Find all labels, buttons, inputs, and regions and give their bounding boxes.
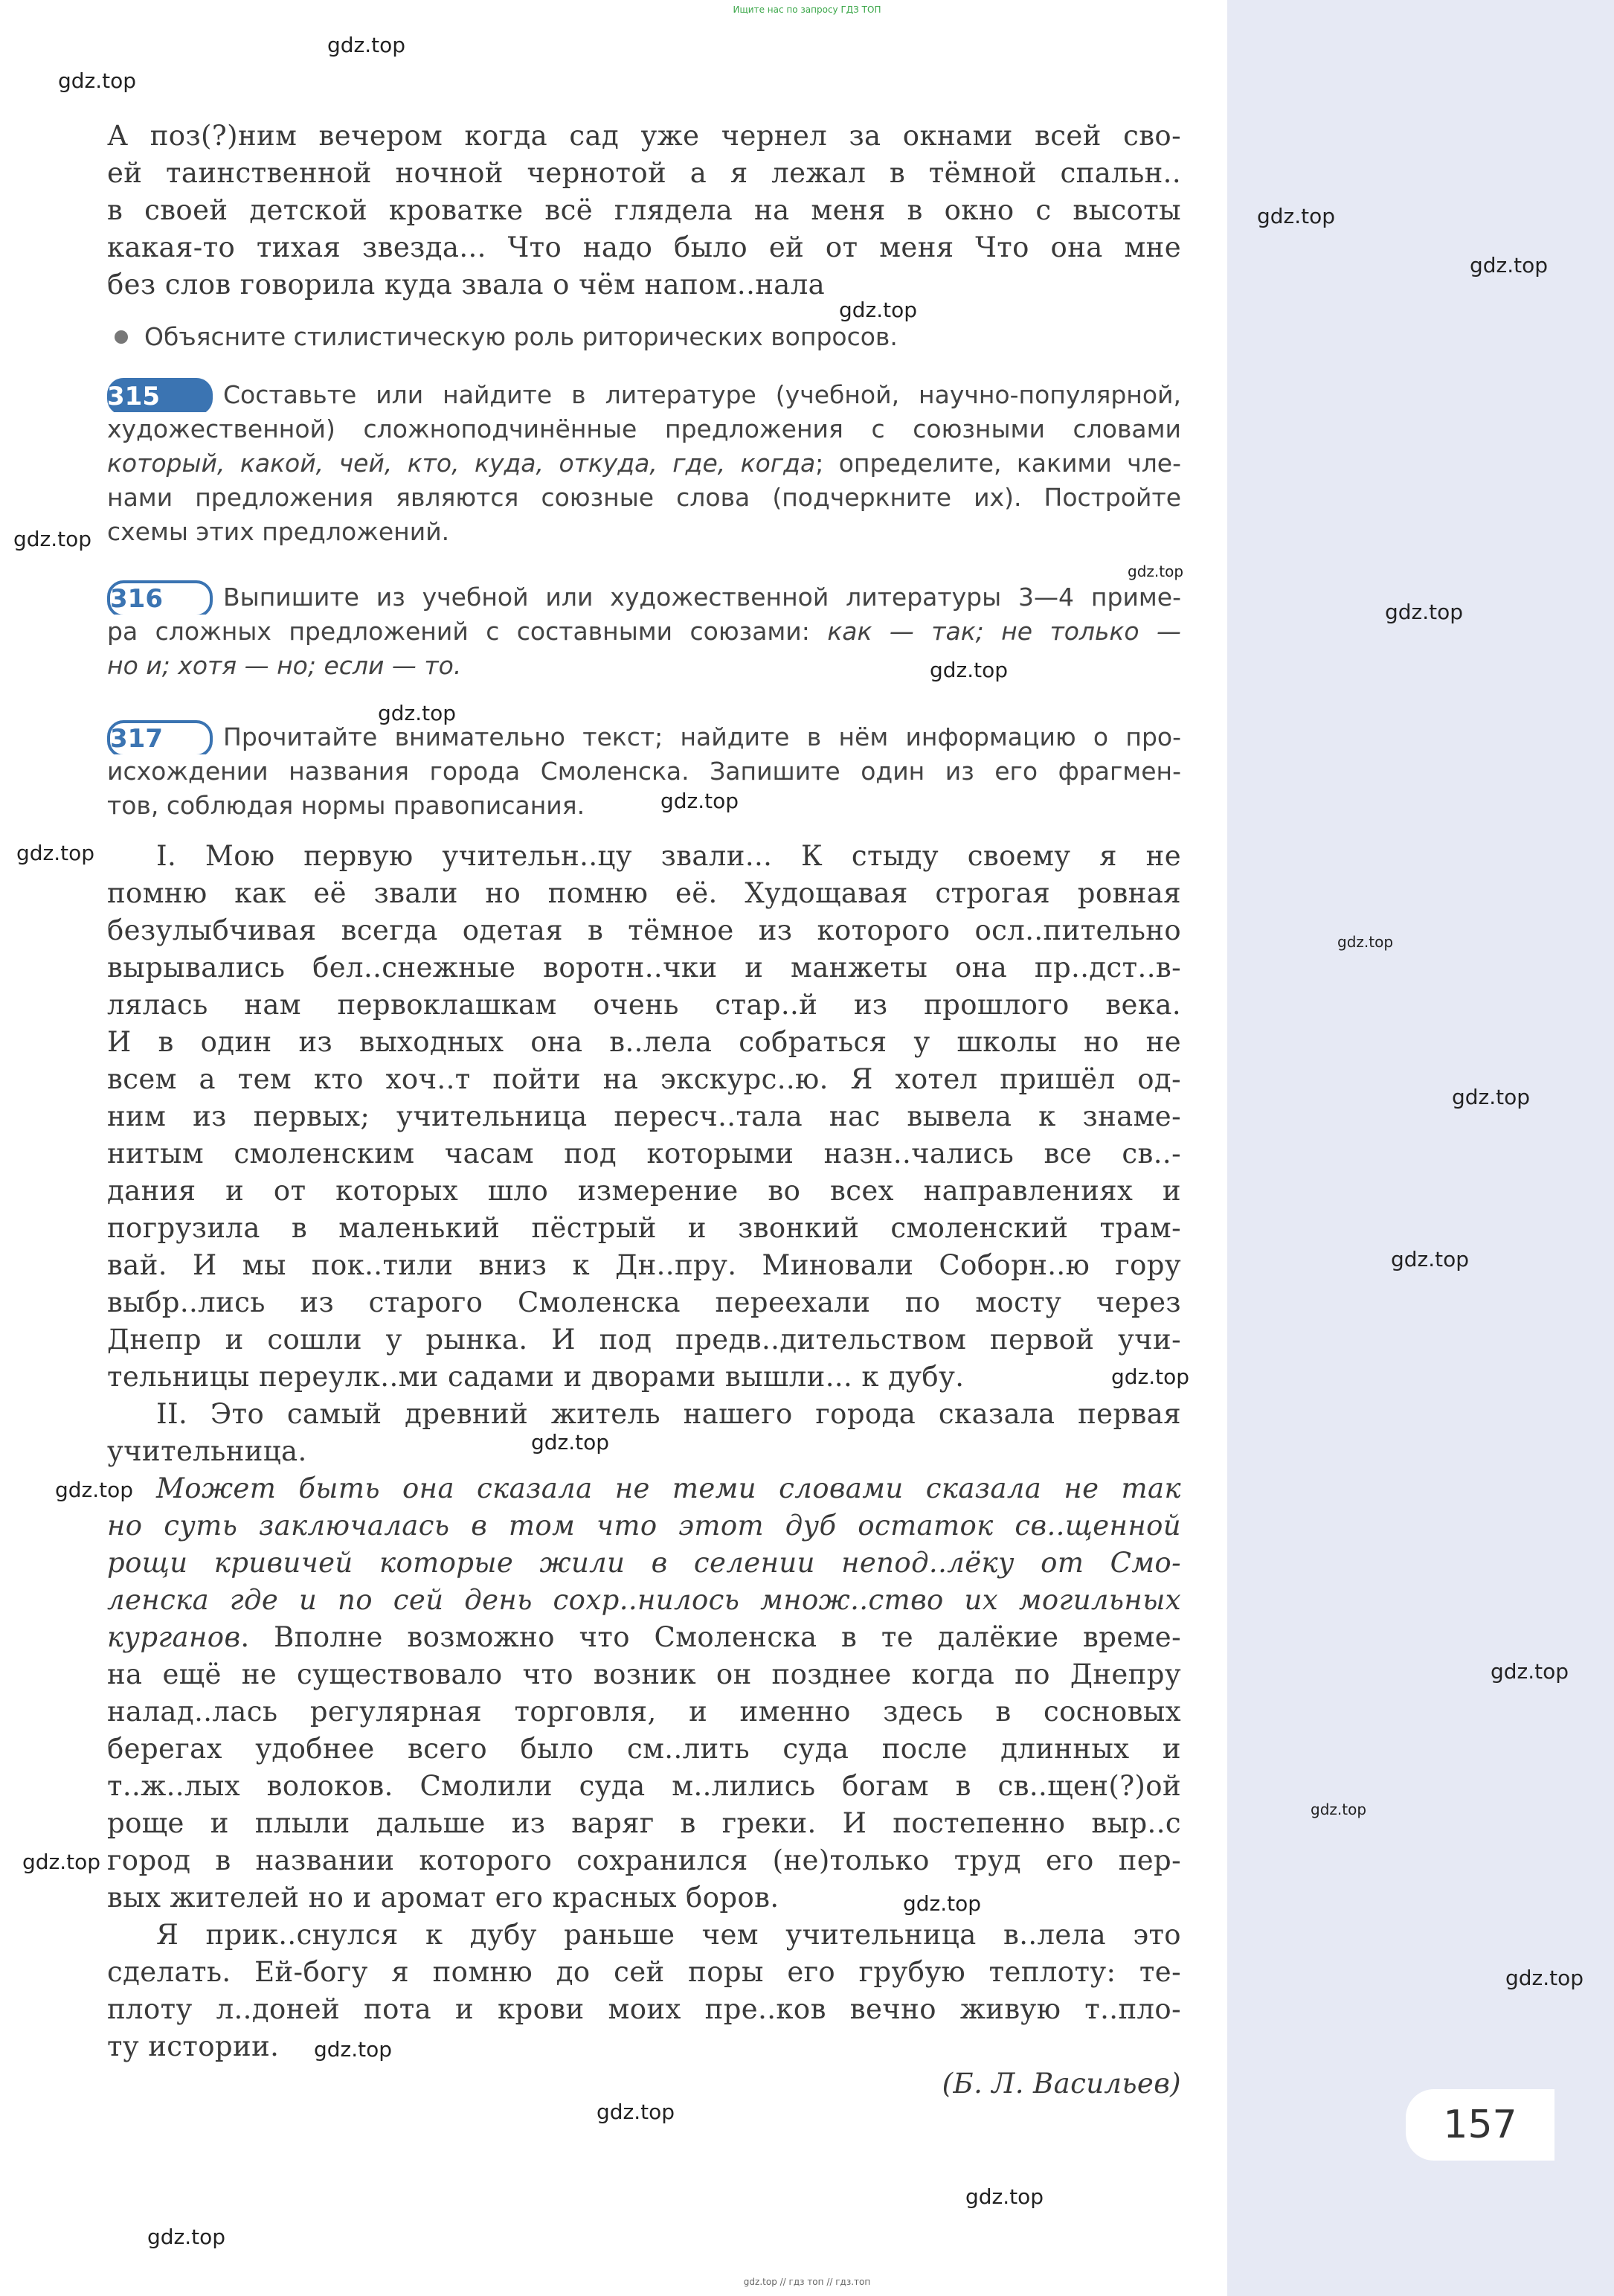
text-line: выбр..лись из старого Смоленска переехали по мосту через xyxy=(107,1286,1181,1318)
text-line: без слов говорила куда звала о чём напом..нала xyxy=(107,269,826,301)
text-italic: курганов xyxy=(107,1621,241,1653)
text-line: I. Мою первую учительн..цу звали... К стыду своему я не xyxy=(156,840,1181,872)
watermark: gdz.top xyxy=(1311,1800,1367,1818)
text-line: погрузила в маленький пёстрый и звонкий смоленский трам- xyxy=(107,1212,1181,1244)
bullet-task-text: Объясните стилистическую роль риторических вопросов. xyxy=(144,322,898,351)
watermark: gdz.top xyxy=(1470,253,1549,278)
bullet-icon xyxy=(115,330,128,344)
page-number: 157 xyxy=(1406,2089,1554,2161)
watermark: gdz.top xyxy=(1257,204,1336,228)
text-line-italic: но суть заключалась в том что этот дуб остаток св..щенной xyxy=(107,1510,1181,1542)
task-text: Выпишите из учебной или художественной литературы 3—4 приме- xyxy=(223,583,1181,612)
watermark: gdz.top xyxy=(16,841,95,865)
task-text: ; определите, какими чле- xyxy=(815,449,1181,478)
text-line-italic: рощи кривичей которые жили в селении непод..лёку от Смо- xyxy=(107,1547,1181,1579)
task-number-badge: 317 xyxy=(107,720,213,754)
watermark: gdz.top xyxy=(1491,1659,1569,1684)
task-text: Прочитайте внимательно текст; найдите в нём информацию о про- xyxy=(223,722,1181,751)
text-line: II. Это самый древний житель нашего города сказала первая xyxy=(156,1398,1181,1430)
text-line: город в названии которого сохранился (не)только труд его пер- xyxy=(107,1844,1181,1876)
text-line: ту истории. xyxy=(107,2030,280,2062)
watermark: gdz.top xyxy=(1505,1966,1584,1990)
watermark: gdz.top xyxy=(597,2100,675,2124)
task-text: ра сложных предложений с составными союзами: xyxy=(107,617,828,646)
text-line: ей таинственной ночной чернотой а я лежал в тёмной спальн.. xyxy=(107,157,1181,189)
watermark: gdz.top xyxy=(58,68,137,93)
text-line: сделать. Ей-богу я помню до сей поры его грубую теплоту: те- xyxy=(107,1956,1181,1988)
text-line: И в один из выходных она в..лела собраться у школы но не xyxy=(107,1026,1181,1058)
text-line: какая-то тихая звезда... Что надо было ей от меня Что она мне xyxy=(107,231,1181,263)
watermark: gdz.top xyxy=(378,701,457,725)
watermark: gdz.top xyxy=(1452,1085,1531,1109)
watermark: gdz.top xyxy=(903,1891,982,1916)
watermark: gdz.top xyxy=(1111,1365,1190,1389)
text-line: безулыбчивая всегда одетая в тёмное из которого осл..пительно xyxy=(107,914,1181,946)
text-line: плоту л..доней пота и крови моих пре..ков вечно живую т..пло- xyxy=(107,1993,1181,2025)
watermark: gdz.top xyxy=(147,2225,226,2249)
page-margin-sidebar xyxy=(1227,0,1614,2296)
text-line-italic: Может быть она сказала не теми словами сказала не так xyxy=(156,1472,1181,1504)
task-text: тов, соблюдая нормы правописания. xyxy=(107,791,585,820)
text-line: лялась нам первоклашкам очень стар..й из прошлого века. xyxy=(107,989,1181,1021)
main-text xyxy=(107,838,1181,2103)
watermark: gdz.top xyxy=(314,2037,393,2062)
text-line: тельницы переулк..ми садами и дворами вышли... к дубу. xyxy=(107,1361,965,1393)
task-316 xyxy=(107,580,1181,683)
watermark: gdz.top xyxy=(660,789,739,813)
text-line: всем а тем кто хоч..т пойти на экскурс..ю. Я хотел пришёл од- xyxy=(107,1063,1181,1095)
watermark: gdz.top xyxy=(930,658,1009,682)
text-line: нитым смоленским часам под которыми назн..чались все св..- xyxy=(107,1138,1181,1170)
watermark: gdz.top xyxy=(55,1478,134,1502)
header-note: Ищите нас по запросу ГДЗ ТОП xyxy=(733,4,881,15)
text-line: ним из первых; учительница пересч..тала нас вывела к знаме- xyxy=(107,1100,1181,1132)
text-line: в своей детской кроватке всё глядела на меня в окно с высоты xyxy=(107,194,1181,226)
text-line: роще и плыли дальше из варяг в греки. И постепенно выр..с xyxy=(107,1807,1181,1839)
text-line: вырывались бел..снежные воротн..чки и манжеты она пр..дст..в- xyxy=(107,952,1181,984)
watermark: gdz.top xyxy=(13,527,92,551)
watermark: gdz.top xyxy=(1385,600,1464,624)
task-text-italic: как — так; не только — xyxy=(827,617,1181,646)
watermark: gdz.top xyxy=(1128,562,1184,580)
bullet-task xyxy=(107,320,1181,354)
text-line-italic: ленска где и по сей день сохр..нилось множ..ство их могильных xyxy=(107,1584,1181,1616)
task-text: исхождении названия города Смоленска. Запишите один из его фрагмен- xyxy=(107,757,1181,786)
text-line: Я прик..снулся к дубу раньше чем учительница в..лела это xyxy=(156,1919,1181,1951)
text-line: вай. И мы пок..тили вниз к Дн..пру. Миновали Соборн..ю гору xyxy=(107,1249,1181,1281)
text-line: т..ж..лых волоков. Смолили суда м..лились богам в св..щен(?)ой xyxy=(107,1770,1181,1802)
watermark: gdz.top xyxy=(839,298,918,322)
watermark: gdz.top xyxy=(1391,1247,1470,1272)
watermark: gdz.top xyxy=(22,1850,101,1874)
text-line: А поз(?)ним вечером когда сад уже чернел за окнами всей сво- xyxy=(107,120,1181,152)
task-text: Составьте или найдите в литературе (учебной, научно-популярной, xyxy=(223,380,1181,409)
text-line: учительница. xyxy=(107,1435,307,1467)
watermark: gdz.top xyxy=(965,2184,1044,2209)
watermark: gdz.top xyxy=(327,33,406,57)
text-line: дания и от которых шло измерение во всех направлениях и xyxy=(107,1175,1181,1207)
task-315 xyxy=(107,378,1181,549)
watermark: gdz.top xyxy=(531,1430,610,1455)
author: (Б. Л. Васильев) xyxy=(942,2068,1181,2100)
task-text: нами предложения являются союзные слова (подчеркните их). Постройте xyxy=(107,483,1181,512)
task-number-badge: 315 xyxy=(107,378,213,412)
text: . Вполне возможно что Смоленска в те далёкие време- xyxy=(240,1621,1181,1653)
watermark: gdz.top xyxy=(1337,933,1394,951)
task-text-italic: но и; хотя — но; если — то. xyxy=(107,651,462,680)
task-text: схемы этих предложений. xyxy=(107,517,450,546)
footer-note: gdz.top // гдз топ // гдз.топ xyxy=(743,2277,871,2287)
text-line: налад..лась регулярная торговля, и именно здесь в сосновых xyxy=(107,1696,1181,1728)
intro-text xyxy=(107,118,1181,304)
task-number-badge: 316 xyxy=(107,580,213,615)
text-line: берегах удобнее всего было см..лить суда после длинных и xyxy=(107,1733,1181,1765)
task-317 xyxy=(107,720,1181,823)
task-text: художественной) сложноподчинённые предложения с союзными словами xyxy=(107,414,1181,443)
text-line: помню как её звали но помню её. Худощавая строгая ровная xyxy=(107,877,1181,909)
text-line: Днепр и сошли у рынка. И под предв..дительством первой учи- xyxy=(107,1324,1181,1356)
text-line: вых жителей но и аромат его красных боров. xyxy=(107,1882,779,1914)
text-line: на ещё не существовало что возник он позднее когда по Днепру xyxy=(107,1658,1181,1690)
task-text-italic: который, какой, чей, кто, куда, откуда, где, когда xyxy=(107,449,816,478)
